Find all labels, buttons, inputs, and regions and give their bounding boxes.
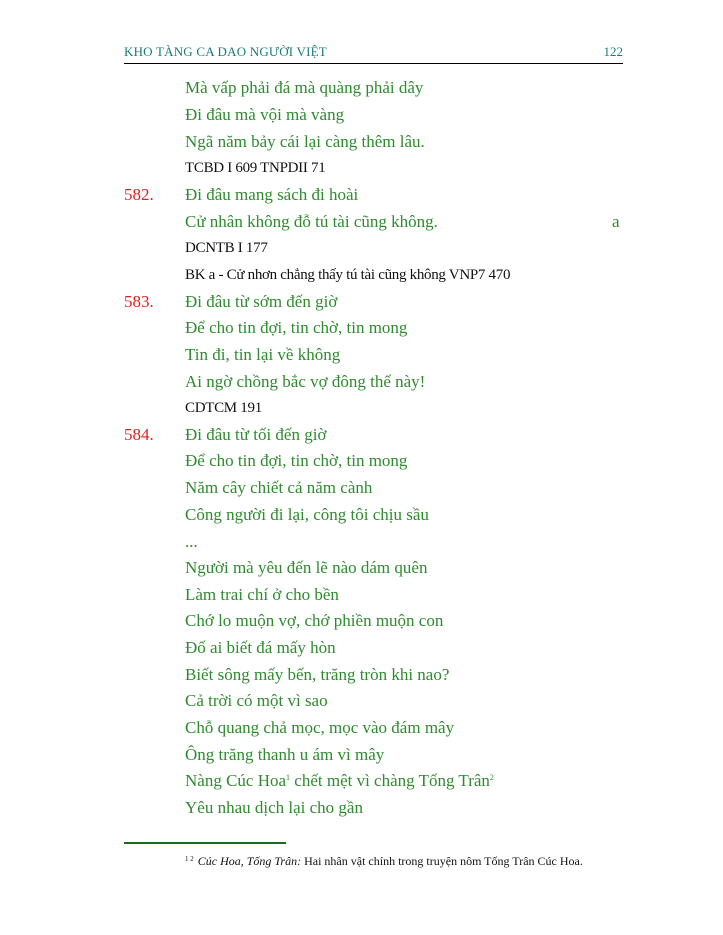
verse-line: Để cho tin đợi, tin chờ, tin mong (185, 451, 408, 470)
verse-line: Biết sông mấy bến, trăng tròn khi nao? (185, 665, 450, 684)
book-title: KHO TÀNG CA DAO NGƯỜI VIỆT (124, 44, 327, 59)
variant-marker: a (612, 212, 620, 231)
source-reference: TCBD I 609 TNPDII 71 (185, 160, 326, 176)
verse-text: Nàng Cúc Hoa (185, 771, 287, 790)
verse-number: 584. (124, 425, 154, 444)
verse-line: Làm trai chí ở cho bền (185, 585, 339, 604)
verse-line: Ai ngờ chồng bắc vợ đông thế này! (185, 372, 426, 391)
verse-line: Đi đâu mang sách đi hoài (185, 185, 359, 204)
verse-line: Cả trời có một vì sao (185, 691, 328, 710)
verse-line: Đi đâu từ sớm đến giờ (185, 292, 338, 311)
ellipsis-line: ... (185, 532, 198, 551)
footnote-divider (124, 842, 286, 844)
verse-line: Cử nhân không đỗ tú tài cũng không. (185, 212, 438, 231)
footnote-marker: 1 2 (185, 855, 194, 863)
footnote-text: Hai nhân vật chính trong truyện nôm Tống Trân Cúc Hoa. (301, 854, 583, 868)
verse-number: 583. (124, 292, 154, 311)
verse-text: chết mệt vì chàng Tống Trân (290, 771, 490, 790)
verse-line: Năm cây chiết cả năm cành (185, 478, 373, 497)
verse-line: Công người đi lại, công tôi chịu sầu (185, 505, 429, 524)
verse-line: Ông trăng thanh u ám vì mây (185, 745, 385, 764)
page-header (124, 44, 623, 62)
verse-line: Người mà yêu đến lẽ nào dám quên (185, 558, 428, 577)
verse-line (185, 771, 494, 791)
variant-reference: BK a - Cử nhơn chẳng thấy tú tài cũng không VNP7 470 (185, 267, 511, 283)
footnote-ref[interactable]: 1 (286, 773, 291, 782)
verse-line: Tin đi, tin lại về không (185, 345, 341, 364)
verse-line: Đi đâu mà vội mà vàng (185, 105, 345, 124)
footnote-ref[interactable]: 2 (489, 773, 494, 782)
verse-line: Chớ lo muộn vợ, chớ phiền muộn con (185, 611, 444, 630)
footnote (185, 854, 583, 869)
verse-line: Ngã năm bảy cái lại càng thêm lâu. (185, 132, 425, 151)
header-divider (124, 63, 623, 64)
verse-line: Yêu nhau dịch lại cho gần (185, 798, 363, 817)
footnote-names: Cúc Hoa, Tống Trân: (197, 854, 302, 868)
verse-line: Để cho tin đợi, tin chờ, tin mong (185, 318, 408, 337)
verse-line: Chỗ quang chả mọc, mọc vào đám mây (185, 718, 455, 737)
verse-line: Đi đâu từ tối đến giờ (185, 425, 327, 444)
page-number: 122 (603, 44, 623, 59)
verse-line: Mà vấp phải đá mà quàng phải dây (185, 78, 424, 97)
source-reference: DCNTB I 177 (185, 240, 268, 256)
verse-number: 582. (124, 185, 154, 204)
verse-line: Đố ai biết đá mấy hòn (185, 638, 336, 657)
source-reference: CDTCM 191 (185, 400, 262, 416)
